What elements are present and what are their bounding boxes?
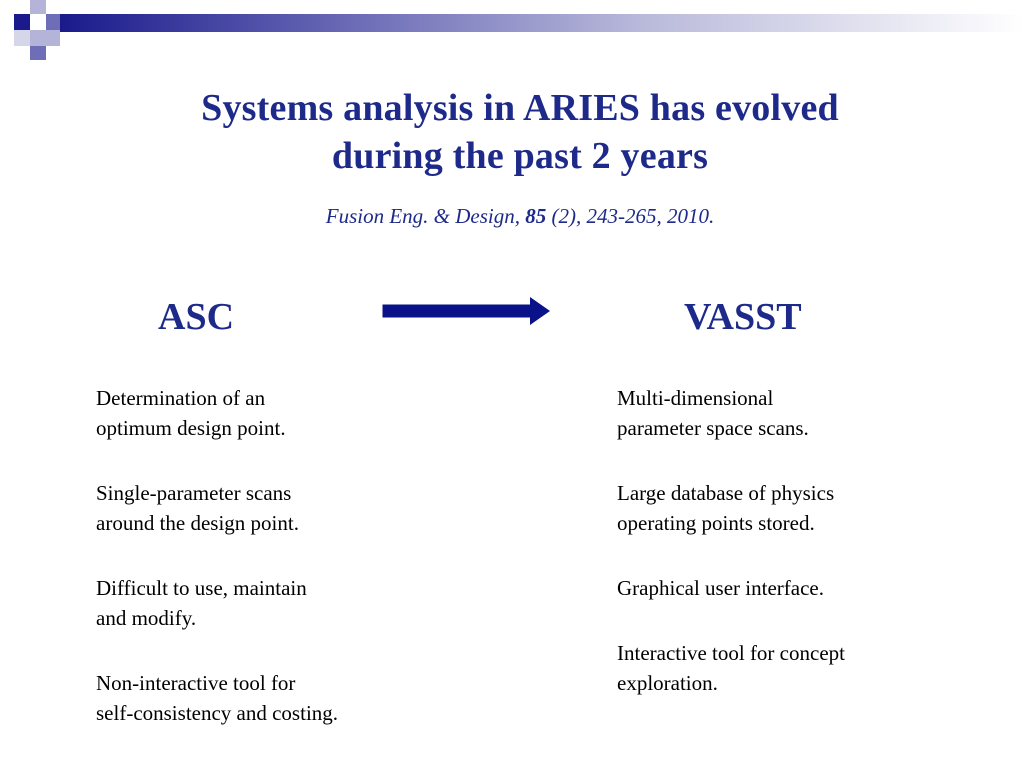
- slide-title-text: Systems analysis in ARIES has evolved during the past 2 years: [201, 87, 839, 177]
- deco-square: [46, 14, 60, 30]
- deco-square: [30, 0, 46, 14]
- asc-feature-item: Single-parameter scans around the design point.: [96, 481, 299, 535]
- deco-square: [30, 46, 46, 60]
- vasst-features: [617, 383, 1017, 733]
- asc-features: [96, 383, 496, 763]
- asc-heading: ASC: [158, 296, 235, 338]
- citation-journal: Fusion Eng. & Design,: [325, 204, 526, 228]
- deco-square: [30, 30, 46, 46]
- deco-square: [46, 30, 60, 46]
- vasst-feature-item: Graphical user interface.: [617, 576, 824, 600]
- asc-feature-item: Determination of an optimum design point.: [96, 386, 286, 440]
- vasst-feature-item: Interactive tool for concept exploration.: [617, 641, 845, 695]
- asc-feature-item: Non-interactive tool for self-consistency and costing.: [96, 671, 339, 725]
- deco-square: [14, 30, 30, 46]
- citation: [0, 204, 1024, 229]
- vasst-feature-item: Large database of physics operating points stored.: [617, 481, 835, 535]
- header-gradient-bar: [60, 14, 1024, 32]
- vasst-heading: VASST: [684, 296, 802, 338]
- vasst-feature-item: Multi-dimensional parameter space scans.: [617, 386, 809, 440]
- asc-feature-item: Difficult to use, maintain and modify.: [96, 576, 307, 630]
- citation-rest: (2), 243-265, 2010.: [546, 204, 715, 228]
- deco-square: [14, 14, 30, 30]
- citation-volume: 85: [525, 204, 547, 228]
- slide-title: [0, 84, 1024, 180]
- right-arrow-icon: [382, 294, 552, 328]
